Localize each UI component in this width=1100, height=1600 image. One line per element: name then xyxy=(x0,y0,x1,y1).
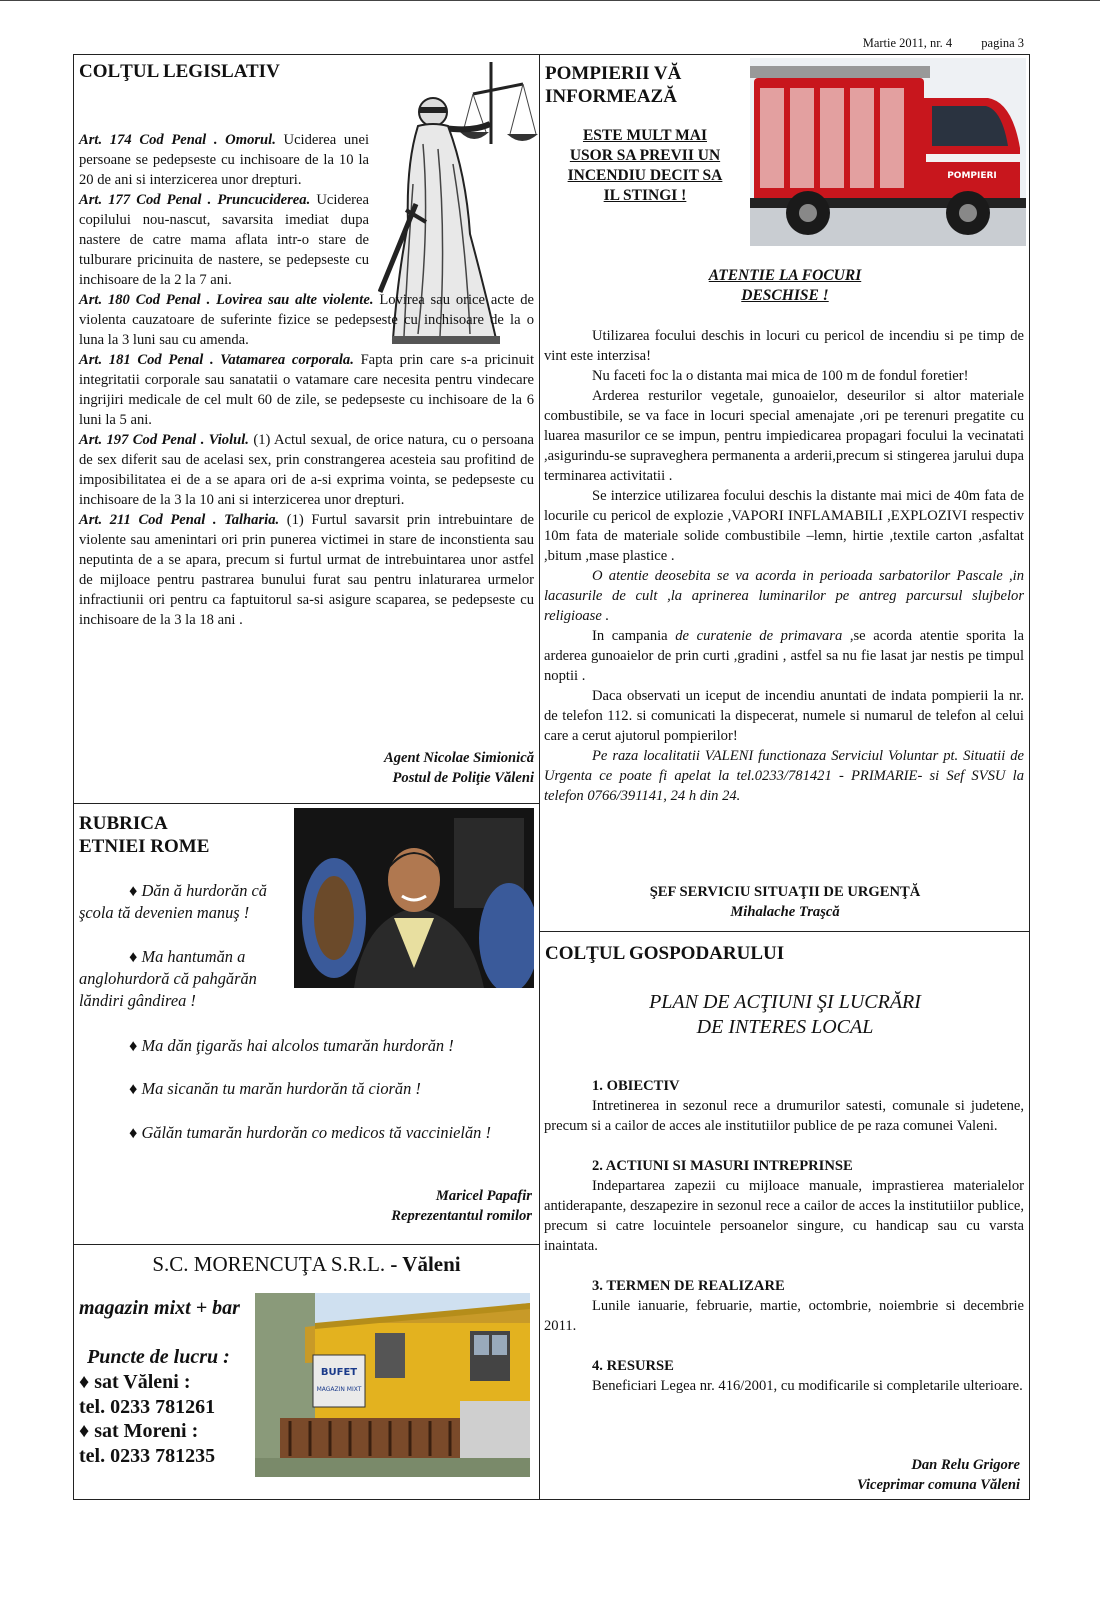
ad-line: ♦ sat Moreni : xyxy=(79,1420,199,1442)
section-text: Beneficiari Legea nr. 416/2001, cu modificarile si completarile ulterioare. xyxy=(592,1378,1023,1394)
pompieri-signature xyxy=(545,882,1025,922)
attention-line: ATENTIE LA FOCURI xyxy=(708,267,862,284)
plan-line: PLAN DE ACŢIUNI ŞI LUCRĂRI xyxy=(649,991,921,1013)
gospodar-signature xyxy=(857,1455,1020,1495)
rome-items xyxy=(79,1122,499,1144)
gospodar-title: COLŢUL GOSPODARULUI xyxy=(545,943,785,964)
page-header xyxy=(837,36,1024,51)
signature-name: Maricel Papafir xyxy=(435,1188,532,1204)
rome-item: ♦ Ma dăn ţigarăs hai alcolos tumarăn hurdorăn ! xyxy=(129,1036,454,1055)
article xyxy=(79,510,534,630)
article-head: Art. 177 Cod Penal . Pruncuciderea. xyxy=(79,192,311,208)
article-text: Uciderea copilului nou-nascut, savarsita imediat dupa nastere de catre mama aflata intr-o stare de tulburare pricinuita de nastere, se pedepseste cu inchisoare de la 2 la 7 ani. xyxy=(79,192,369,288)
pompieri-title-line: POMPIERII VĂ xyxy=(545,63,682,84)
rome-item: ♦ Ma sicanăn tu marăn hurdorăn tă ciorăn ! xyxy=(129,1079,421,1098)
article xyxy=(79,130,369,190)
signature-name: Agent Nicolae Simionică xyxy=(384,750,534,766)
top-rule xyxy=(0,0,1100,1)
signature-role: Viceprimar comuna Văleni xyxy=(857,1477,1020,1493)
signature-role: Reprezentantul romilor xyxy=(391,1208,532,1224)
pompieri-title xyxy=(545,62,681,108)
pompieri-campaign xyxy=(544,626,1024,686)
shop-photo xyxy=(255,1293,530,1477)
article xyxy=(79,190,369,290)
pompieri-attention xyxy=(545,266,1025,306)
section-text: Indepartarea zapezii cu mijloace manuale, imprastierea materialelor antiderapante, deszapezire in sezonul rece a cailor de acces la institutiilor publice, precum si catre locuintele persoanelor singure, cu handicap sau cu varsta inaintata. xyxy=(544,1178,1024,1254)
pompieri-title-line: INFORMEAZĂ xyxy=(545,86,677,107)
slogan-line: USOR SA PREVII UN xyxy=(569,147,721,164)
campaign-post: ,se acorda atentie sporita la arderea gunoaielor de prin curti ,gradini , astfel sa nu fie lasat jar nestis pe timpul noptii . xyxy=(544,628,1025,684)
article xyxy=(79,350,534,430)
pompieri-paragraph: Utilizarea focului deschis in locuri cu pericol de incendiu si pe timp de vint este interzisa! xyxy=(544,328,1024,364)
fire-truck-photo xyxy=(750,58,1026,246)
article-head: Art. 197 Cod Penal . Violul. xyxy=(79,432,249,448)
ad-contacts xyxy=(79,1370,215,1468)
issue-label: Martie 2011, nr. 4 xyxy=(862,36,953,50)
rome-title-line: ETNIEI ROME xyxy=(79,836,210,857)
article-head: Art. 181 Cod Penal . Vatamarea corporala. xyxy=(79,352,354,368)
pompieri-paragraph: Nu faceti foc la o distanta mai mica de 100 m de fondul foretier! xyxy=(592,368,969,384)
ad-line: ♦ sat Văleni : xyxy=(79,1371,191,1393)
plan-line: DE INTERES LOCAL xyxy=(696,1016,874,1038)
article xyxy=(79,430,534,510)
pompieri-call: Daca observati un iceput de incendiu anuntati de indata pompierii la nr. de telefon 112. si comunicati la dispecerat, numele si numarul de telefon al celui care a cerut ajutorul pompierilor! xyxy=(544,688,1024,744)
article-text: (1) Furtul savarsit prin intrebuintare de violente sau amenintari ori prin punerea victimei in stare de inconstienta sau neputinta de a se apara, precum si furtul urmat de intrebuintarea unor astfel de mijloace pentru pastrarea bunului furat sau pentru inlaturarea urmelor infractiunii ori pentru ca faptuitorul sa-si asigure scaparea, se pedepseste cu inchisoare de la 3 la 18 ani . xyxy=(79,512,534,628)
rome-items xyxy=(79,1035,534,1057)
portrait-photo xyxy=(294,808,534,988)
truck-label: POMPIERI xyxy=(947,171,997,181)
slogan-line: IL STINGI ! xyxy=(603,187,687,204)
campaign-italic: de curatenie de primavara xyxy=(667,628,843,644)
article-head: Art. 180 Cod Penal . Lovirea sau alte violente. xyxy=(79,292,374,308)
rome-item: ♦ Ma hantumăn a anglohurdoră că pahgărăn lăndiri gândirea ! xyxy=(79,947,257,1010)
section-head: 4. RESURSE xyxy=(592,1358,674,1374)
rome-items xyxy=(79,946,294,1012)
article-text: Fapta prin care s-a pricinuit integritatii corporale sau sanatatii o vatamare care necesita pentru vindecare ingrijiri medicale de cel mult 60 de zile, se pedepseste cu inchisoare de la 6 luni la 5 ani. xyxy=(79,352,535,428)
company-name: S.C. MORENCUŢA S.R.L. xyxy=(152,1252,386,1276)
shop-sign-text: BUFET xyxy=(320,1367,358,1378)
page-number: pagina 3 xyxy=(981,36,1024,50)
pompieri-italic-paragraph: O atentie deosebita se va acorda in perioada sarbatorilor Pascale ,in lacasurile de cult ,la aprinerea luminarilor pe antreg parcursul slujbelor religioase . xyxy=(544,568,1024,624)
pompieri-text xyxy=(544,326,1024,806)
slogan-line: INCENDIU DECIT SA xyxy=(567,167,723,184)
article-text: Uciderea unei persoane se pedepseste cu inchisoare de la 10 la 20 de ani si interzicerea unor drepturi. xyxy=(79,132,369,188)
rome-items xyxy=(79,880,294,924)
rome-title-line: RUBRICA xyxy=(79,813,168,834)
section-text: Intretinerea in sezonul rece a drumurilor satesti, comunale si judetene, precum si a cailor de acces ale institutiilor publice de pe raza comunei Valeni. xyxy=(544,1098,1024,1134)
signature-name: Mihalache Traşcă xyxy=(730,904,840,920)
legislativ-signature xyxy=(384,748,534,788)
rome-signature xyxy=(391,1186,532,1226)
rome-item: ♦ Gălăn tumarăn hurdorăn co medicos tă vaccinielăn ! xyxy=(129,1123,491,1142)
ad-subtitle: magazin mixt + bar xyxy=(79,1297,240,1319)
rome-item: ♦ Dăn ă hurdorăn că şcola tă devenien manuş ! xyxy=(79,881,267,922)
pompieri-slogan xyxy=(545,126,745,206)
section-head: 3. TERMEN DE REALIZARE xyxy=(592,1278,785,1294)
ad-line: tel. 0233 781261 xyxy=(79,1395,216,1418)
spacer xyxy=(544,1336,1024,1356)
campaign-pre: In campania xyxy=(592,628,668,644)
rome-title xyxy=(79,812,209,858)
section-head: 2. ACTIUNI SI MASURI INTREPRINSE xyxy=(592,1158,853,1174)
section-text: Lunile ianuarie, februarie, martie, octombrie, noiembrie si decembrie 2011. xyxy=(544,1298,1024,1334)
spacer xyxy=(544,1136,1024,1156)
section-head: 1. OBIECTIV xyxy=(592,1078,680,1094)
legislativ-title: COLŢUL LEGISLATIV xyxy=(79,61,280,82)
company-location: - Văleni xyxy=(385,1252,461,1276)
signature-role: Postul de Poliţie Văleni xyxy=(392,770,534,786)
spacer xyxy=(544,1256,1024,1276)
legislativ-articles xyxy=(79,130,534,630)
article-text: (1) Actul sexual, de orice natura, cu o persoana de sex diferit sau de acelasi sex, prin constrangerea acesteia sau profitind de imposibilitatea ei de a se apara ori de a-si exprima vointa, se pedepseste cu inchisoare de la 3 la 10 ani si interzicerea unor drepturi. xyxy=(79,432,534,508)
pompieri-service: Pe raza localitatii VALENI functionaza Serviciul Voluntar pt. Situatii de Urgenta ce poate fi apelat la tel.0233/781421 - PRIMARIE- si Sef SVSU la telefon 0766/391141, 24 h din 24. xyxy=(544,748,1024,804)
pompieri-paragraph: Arderea resturilor vegetale, gunoaielor, deseurilor si altor materiale combustibile, se va face in locuri special amenajate ,ori pe terenuri pregatite cu luarea masurilor ce se impun, pentru impiedicarea propagari focului la vecinatati ,asigurindu-se supraveghera permanenta a arderii,precum si stingerea jarului dupa terminarea activitatii . xyxy=(544,388,1024,484)
signature-role: ŞEF SERVICIU SITUAŢII DE URGENŢĂ xyxy=(649,884,921,900)
pompieri-paragraph: Se interzice utilizarea focului deschis la distante mai mici de 40m fata de locurile cu pericol de explozie ,VAPORI INFLAMABILI ,EXPLOZIVI respectiv 10m fata de materiale solide combustibile –lemn, hirtie ,textile carton ,asfaltat ,bitum ,mase plastice . xyxy=(544,488,1024,564)
gospodar-plan xyxy=(545,990,1025,1040)
rome-items xyxy=(79,1078,534,1100)
shop-sign-text2: MAGAZIN MIXT xyxy=(316,1386,362,1393)
ad-puncte: Puncte de lucru : xyxy=(87,1346,230,1368)
attention-line: DESCHISE ! xyxy=(741,287,829,304)
ad-line: tel. 0233 781235 xyxy=(79,1444,216,1467)
signature-name: Dan Relu Grigore xyxy=(911,1457,1020,1473)
article-head: Art. 211 Cod Penal . Talharia. xyxy=(79,512,280,528)
article-head: Art. 174 Cod Penal . Omorul. xyxy=(79,132,276,148)
slogan-line: ESTE MULT MAI xyxy=(582,127,708,144)
article-text: Lovirea sau orice acte de violenta cauzatoare de suferinte fizice se pedepseste cu inchisoare de la o luna la 3 luni sau cu amenda. xyxy=(79,292,534,348)
ad-title xyxy=(73,1252,540,1277)
gospodar-sections xyxy=(544,1076,1024,1396)
article xyxy=(79,290,534,350)
